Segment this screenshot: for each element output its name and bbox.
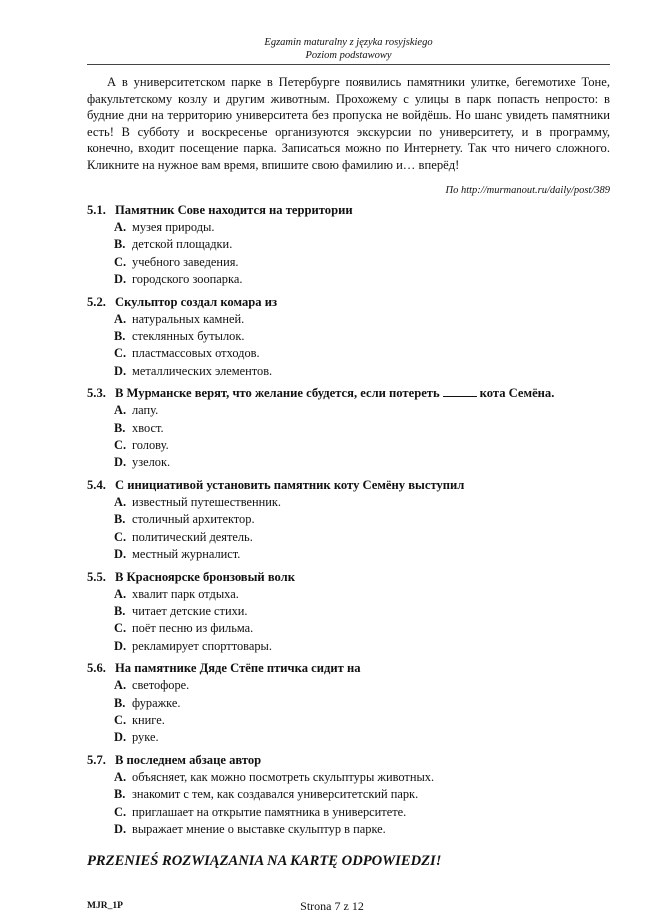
option-letter: B.	[114, 237, 126, 252]
option-letter: C.	[114, 346, 127, 361]
option-text: рекламирует спорттовары.	[132, 638, 272, 653]
option-letter: A.	[114, 403, 127, 418]
answer-option[interactable]	[114, 603, 617, 620]
question-number: 5.1.	[87, 203, 106, 217]
option-letter: D.	[114, 272, 127, 287]
option-letter: C.	[114, 529, 127, 544]
answer-option[interactable]	[114, 328, 617, 345]
option-letter: A.	[114, 494, 127, 509]
answer-option[interactable]	[114, 254, 617, 271]
answer-option[interactable]	[114, 729, 617, 746]
question-text	[87, 202, 617, 219]
question-stem: С инициативой установить памятник коту Семёну выступил	[115, 477, 465, 492]
question-stem-end: кота Семёна.	[479, 386, 555, 401]
question-text	[87, 752, 617, 769]
question-number: 5.5.	[87, 569, 106, 584]
option-letter: D.	[114, 455, 127, 470]
answer-options	[87, 677, 617, 747]
option-letter: B.	[114, 695, 126, 710]
option-text: светофоре.	[132, 678, 190, 693]
option-letter: B.	[114, 329, 126, 344]
option-letter: C.	[114, 804, 127, 819]
question-list	[87, 202, 617, 843]
answer-option[interactable]	[114, 494, 617, 511]
option-letter: D.	[114, 730, 127, 745]
option-letter: C.	[114, 254, 127, 269]
answer-option[interactable]	[114, 311, 617, 328]
answer-options	[87, 494, 617, 564]
answer-option[interactable]	[114, 363, 617, 380]
reading-passage: А в университетском парке в Петербурге появились памятники улитке, бегемотихе Тоне, факультетскому козлу и другим животным. Прохожему с улицы в парк попасть непросто: в будние дни на территорию университета без пропуска не войдёшь. Но шанс увидеть памятники есть! В субботу и воскресенье организуются экскурсии по университету, и в программу, конечно, входит посещение парка. Записаться можно по Интернету. Так что ничего сложного. Кликните на нужное вам время, впишите свою фамилию и… вперёд!	[87, 75, 610, 172]
option-text: приглашает на открытие памятника в университете.	[132, 804, 407, 819]
option-letter: A.	[114, 769, 127, 784]
answer-options	[87, 311, 617, 381]
option-letter: B.	[114, 787, 126, 802]
answer-options	[87, 769, 617, 839]
answer-options	[87, 402, 617, 472]
option-text: металлических элементов.	[132, 363, 273, 378]
question-5-7	[87, 752, 617, 839]
answer-option[interactable]	[114, 821, 617, 838]
question-stem: В последнем абзаце автор	[115, 752, 262, 767]
option-letter: D.	[114, 821, 127, 836]
exam-code: MJR_1P	[87, 901, 123, 911]
option-text: знакомит с тем, как создавался университетский парк.	[132, 787, 419, 802]
answer-option[interactable]	[114, 420, 617, 437]
option-text: пластмассовых отходов.	[132, 346, 260, 361]
option-text: политический деятель.	[132, 529, 253, 544]
question-number: 5.4.	[87, 477, 106, 492]
question-text	[87, 385, 617, 402]
answer-option[interactable]	[114, 769, 617, 786]
option-text: хвалит парк отдыха.	[132, 586, 239, 601]
answer-option[interactable]	[114, 620, 617, 637]
option-letter: A.	[114, 220, 127, 234]
answer-option[interactable]	[114, 638, 617, 655]
answer-option[interactable]	[114, 454, 617, 471]
question-5-1	[87, 202, 617, 289]
option-text: лапу.	[132, 403, 159, 418]
answer-option[interactable]	[114, 695, 617, 712]
option-text: поёт песню из фильма.	[132, 621, 254, 636]
option-text: фуражке.	[132, 695, 181, 710]
option-letter: A.	[114, 678, 127, 693]
question-number: 5.6.	[87, 661, 106, 676]
option-letter: A.	[114, 311, 127, 326]
question-5-2	[87, 294, 617, 381]
answer-options	[87, 219, 617, 289]
option-text: натуральных камней.	[132, 311, 245, 326]
question-text	[87, 294, 617, 311]
option-letter: C.	[114, 621, 127, 636]
exam-level: Poziom podstawowy	[305, 50, 392, 61]
transfer-answers-notice: PRZENIEŚ ROZWIĄZANIA NA KARTĘ ODPOWIEDZI!	[87, 853, 442, 869]
answer-option[interactable]	[114, 236, 617, 253]
passage-source: По http://murmanout.ru/daily/post/389	[445, 185, 610, 196]
answer-option[interactable]	[114, 511, 617, 528]
option-text: известный путешественник.	[132, 494, 282, 509]
option-text: местный журналист.	[132, 547, 241, 562]
answer-option[interactable]	[114, 437, 617, 454]
option-text: хвост.	[132, 420, 164, 435]
option-text: руке.	[132, 730, 159, 745]
option-text: голову.	[132, 438, 169, 453]
answer-option[interactable]	[114, 677, 617, 694]
question-text	[87, 660, 617, 677]
header-divider	[87, 64, 610, 65]
question-5-5	[87, 569, 617, 656]
answer-option[interactable]	[114, 786, 617, 803]
option-text: учебного заведения.	[132, 254, 239, 269]
question-text	[87, 569, 617, 586]
question-number: 5.2.	[87, 294, 106, 309]
option-text: объясняет, как можно посмотреть скульптуры животных.	[132, 769, 435, 784]
option-letter: B.	[114, 420, 126, 435]
answer-blank	[443, 386, 477, 397]
question-number: 5.3.	[87, 386, 106, 401]
option-text: детской площадки.	[132, 237, 233, 252]
option-letter: C.	[114, 712, 127, 727]
option-text: узелок.	[132, 455, 171, 470]
option-letter: B.	[114, 512, 126, 527]
option-text: книге.	[132, 712, 165, 727]
question-stem: Памятник Сове находится на территории	[115, 203, 353, 217]
answer-option[interactable]	[114, 402, 617, 419]
exam-title: Egzamin maturalny z języka rosyjskiego	[264, 37, 433, 48]
option-letter: D.	[114, 363, 127, 378]
option-letter: B.	[114, 603, 126, 618]
option-text: стеклянных бутылок.	[132, 329, 245, 344]
question-5-4	[87, 477, 617, 564]
option-letter: C.	[114, 438, 127, 453]
option-text: городского зоопарка.	[132, 272, 243, 287]
page-number: Strona 7 z 12	[300, 899, 364, 913]
answer-option[interactable]	[114, 712, 617, 729]
answer-option[interactable]	[114, 345, 617, 362]
answer-option[interactable]	[114, 546, 617, 563]
answer-option[interactable]	[114, 271, 617, 288]
question-text	[87, 477, 617, 494]
question-5-6	[87, 660, 617, 747]
option-letter: D.	[114, 547, 127, 562]
answer-option[interactable]	[114, 804, 617, 821]
answer-options	[87, 586, 617, 656]
question-number: 5.7.	[87, 752, 106, 767]
option-text: выражает мнение о выставке скульптур в парке.	[132, 821, 386, 836]
option-letter: D.	[114, 638, 127, 653]
page-header	[87, 36, 610, 62]
answer-option[interactable]	[114, 219, 617, 236]
question-stem-start: В Мурманске верят, что желание сбудется, если потереть	[115, 386, 440, 401]
question-stem: В Красноярске бронзовый волк	[115, 569, 296, 584]
option-text: читает детские стихи.	[132, 603, 248, 618]
option-text: музея природы.	[132, 220, 215, 234]
option-letter: A.	[114, 586, 127, 601]
option-text: столичный архитектор.	[132, 512, 255, 527]
question-5-3	[87, 385, 617, 472]
answer-option[interactable]	[114, 529, 617, 546]
answer-option[interactable]	[114, 586, 617, 603]
question-stem: На памятнике Дяде Стёпе птичка сидит на	[115, 661, 361, 676]
question-stem: Скульптор создал комара из	[115, 294, 278, 309]
